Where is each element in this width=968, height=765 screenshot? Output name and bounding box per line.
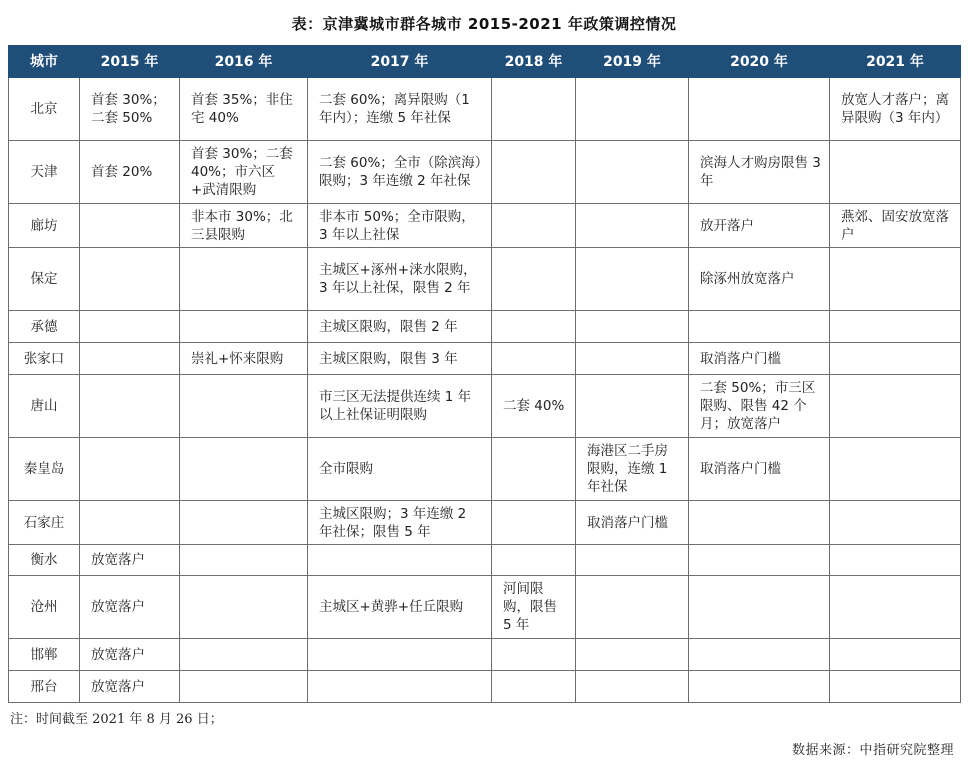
- cell-2016: [180, 248, 308, 311]
- cell-2016: [180, 311, 308, 343]
- cell-2016: 首套 30%；二套 40%；市六区+武清限购: [180, 141, 308, 204]
- city-cell: 邢台: [9, 671, 80, 703]
- cell-2016: 非本市 30%；北三县限购: [180, 204, 308, 248]
- table-row: [9, 248, 961, 311]
- table-row: [9, 545, 961, 576]
- cell-2017: [308, 545, 492, 576]
- cell-2020: 除涿州放宽落户: [689, 248, 830, 311]
- table-row: [9, 204, 961, 248]
- cell-2020: [689, 545, 830, 576]
- cell-2021: [830, 343, 961, 375]
- cell-2018: [492, 639, 576, 671]
- cell-2015: 首套 30%；二套 50%: [80, 78, 180, 141]
- cell-2019: [576, 375, 689, 438]
- city-cell: 廊坊: [9, 204, 80, 248]
- header-2018: 2018 年: [492, 46, 576, 78]
- city-cell: 北京: [9, 78, 80, 141]
- city-cell: 石家庄: [9, 501, 80, 545]
- cell-2019: [576, 671, 689, 703]
- cell-2020: [689, 639, 830, 671]
- cell-2016: [180, 501, 308, 545]
- table-row: [9, 576, 961, 639]
- cell-2021: 燕郊、固安放宽落户: [830, 204, 961, 248]
- cell-2021: [830, 501, 961, 545]
- cell-2020: [689, 671, 830, 703]
- cell-2019: [576, 639, 689, 671]
- cell-2017: 主城区限购；3 年连缴 2 年社保；限售 5 年: [308, 501, 492, 545]
- cell-2017: [308, 671, 492, 703]
- table-row: [9, 671, 961, 703]
- table-row: [9, 639, 961, 671]
- cell-2017: 二套 60%；全市（除滨海）限购；3 年连缴 2 年社保: [308, 141, 492, 204]
- policy-table: [8, 45, 961, 703]
- city-cell: 张家口: [9, 343, 80, 375]
- header-city: 城市: [9, 46, 80, 78]
- cell-2021: [830, 576, 961, 639]
- cell-2021: [830, 438, 961, 501]
- city-cell: 沧州: [9, 576, 80, 639]
- cell-2015: [80, 204, 180, 248]
- city-cell: 唐山: [9, 375, 80, 438]
- table-row: [9, 141, 961, 204]
- cell-2020: [689, 78, 830, 141]
- header-2021: 2021 年: [830, 46, 961, 78]
- cell-2019: [576, 545, 689, 576]
- cell-2018: [492, 78, 576, 141]
- cell-2021: [830, 671, 961, 703]
- cell-2021: [830, 375, 961, 438]
- cell-2019: [576, 204, 689, 248]
- table-row: [9, 501, 961, 545]
- cell-2020: [689, 501, 830, 545]
- city-cell: 天津: [9, 141, 80, 204]
- cell-2017: 主城区+涿州+涞水限购，3 年以上社保，限售 2 年: [308, 248, 492, 311]
- cell-2019: [576, 576, 689, 639]
- city-cell: 邯郸: [9, 639, 80, 671]
- header-2020: 2020 年: [689, 46, 830, 78]
- cell-2015: [80, 501, 180, 545]
- cell-2020: 取消落户门槛: [689, 438, 830, 501]
- header-2015: 2015 年: [80, 46, 180, 78]
- cell-2017: 主城区限购，限售 2 年: [308, 311, 492, 343]
- cell-2015: [80, 438, 180, 501]
- table-row: [9, 311, 961, 343]
- cell-2018: [492, 671, 576, 703]
- city-cell: 秦皇岛: [9, 438, 80, 501]
- cell-2015: 放宽落户: [80, 639, 180, 671]
- cell-2018: [492, 438, 576, 501]
- cell-2019: [576, 343, 689, 375]
- cell-2018: [492, 204, 576, 248]
- cell-2019: 取消落户门槛: [576, 501, 689, 545]
- cell-2017: 非本市 50%；全市限购，3 年以上社保: [308, 204, 492, 248]
- cell-2017: 二套 60%；离异限购（1 年内）；连缴 5 年社保: [308, 78, 492, 141]
- cell-2018: [492, 311, 576, 343]
- city-cell: 承德: [9, 311, 80, 343]
- cell-2021: [830, 141, 961, 204]
- cell-2017: 主城区+黄骅+任丘限购: [308, 576, 492, 639]
- cell-2018: [492, 343, 576, 375]
- cell-2018: 二套 40%: [492, 375, 576, 438]
- cell-2020: 放开落户: [689, 204, 830, 248]
- cell-2020: [689, 311, 830, 343]
- cell-2018: [492, 545, 576, 576]
- cell-2021: [830, 545, 961, 576]
- data-source: 数据来源：中指研究院整理: [791, 743, 954, 758]
- footnote: 注：时间截至 2021 年 8 月 26 日；: [10, 712, 223, 727]
- cell-2021: [830, 311, 961, 343]
- cell-2016: 崇礼+怀来限购: [180, 343, 308, 375]
- cell-2018: [492, 141, 576, 204]
- table-row: [9, 375, 961, 438]
- header-2019: 2019 年: [576, 46, 689, 78]
- cell-2018: 河间限购，限售 5 年: [492, 576, 576, 639]
- header-2016: 2016 年: [180, 46, 308, 78]
- cell-2015: 首套 20%: [80, 141, 180, 204]
- cell-2019: [576, 248, 689, 311]
- cell-2015: 放宽落户: [80, 576, 180, 639]
- cell-2020: 取消落户门槛: [689, 343, 830, 375]
- table-title: 表：京津冀城市群各城市 2015-2021 年政策调控情况: [291, 15, 677, 33]
- cell-2015: 放宽落户: [80, 671, 180, 703]
- cell-2019: 海港区二手房限购，连缴 1 年社保: [576, 438, 689, 501]
- cell-2016: [180, 671, 308, 703]
- header-2017: 2017 年: [308, 46, 492, 78]
- cell-2021: 放宽人才落户；离异限购（3 年内）: [830, 78, 961, 141]
- cell-2016: [180, 639, 308, 671]
- cell-2016: [180, 545, 308, 576]
- cell-2015: [80, 248, 180, 311]
- cell-2019: [576, 141, 689, 204]
- table-row: [9, 78, 961, 141]
- table-row: [9, 343, 961, 375]
- cell-2019: [576, 78, 689, 141]
- city-cell: 衡水: [9, 545, 80, 576]
- cell-2018: [492, 248, 576, 311]
- cell-2019: [576, 311, 689, 343]
- cell-2016: [180, 438, 308, 501]
- city-cell: 保定: [9, 248, 80, 311]
- cell-2021: [830, 639, 961, 671]
- cell-2021: [830, 248, 961, 311]
- cell-2020: [689, 576, 830, 639]
- table-row: [9, 438, 961, 501]
- cell-2015: [80, 311, 180, 343]
- cell-2016: [180, 576, 308, 639]
- cell-2017: [308, 639, 492, 671]
- header-row: [9, 46, 961, 78]
- cell-2020: 滨海人才购房限售 3 年: [689, 141, 830, 204]
- cell-2016: 首套 35%；非住宅 40%: [180, 78, 308, 141]
- cell-2015: [80, 375, 180, 438]
- cell-2020: 二套 50%；市三区限购、限售 42 个月；放宽落户: [689, 375, 830, 438]
- cell-2015: [80, 343, 180, 375]
- cell-2017: 全市限购: [308, 438, 492, 501]
- cell-2016: [180, 375, 308, 438]
- cell-2015: 放宽落户: [80, 545, 180, 576]
- cell-2017: 市三区无法提供连续 1 年以上社保证明限购: [308, 375, 492, 438]
- cell-2017: 主城区限购，限售 3 年: [308, 343, 492, 375]
- cell-2018: [492, 501, 576, 545]
